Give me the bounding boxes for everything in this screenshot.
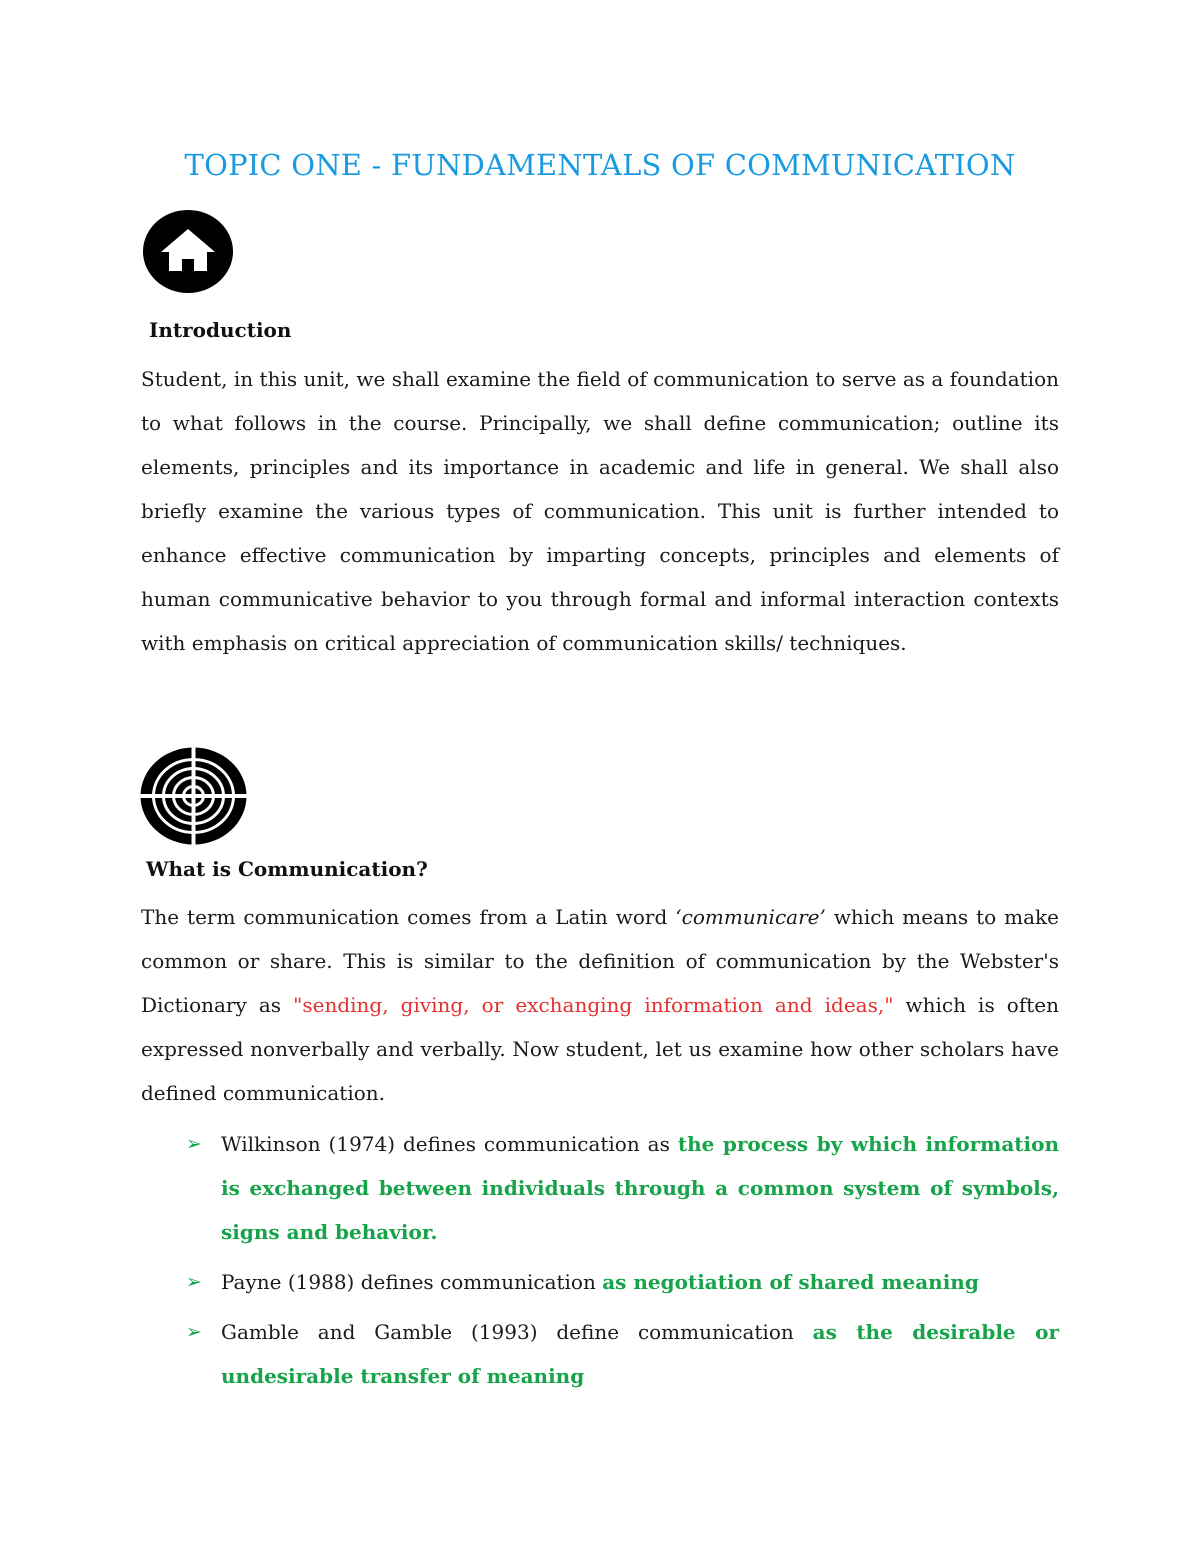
arrow-bullet-icon: ➢ <box>186 1271 202 1293</box>
definition-text-2: which means to make common or share. This is similar to the definition of communication by the Webster's Dictionary as <box>141 905 1059 1017</box>
target-icon <box>140 747 247 845</box>
definition-text-1: The term communication comes from a Latin word <box>141 905 676 929</box>
definition-text-3: which is often expressed nonverbally and verbally. Now student, let us examine how other scholars have defined communication. <box>141 993 1059 1105</box>
list-item <box>186 1122 1059 1254</box>
page-title: TOPIC ONE - FUNDAMENTALS OF COMMUNICATION <box>184 148 1016 182</box>
list-item-lead: Payne (1988) defines communication <box>221 1270 603 1294</box>
latin-term: ‘communicare’ <box>675 905 826 929</box>
home-icon <box>142 209 234 294</box>
definitions-list <box>186 1122 1059 1398</box>
list-item-highlight: the process by which information is exchanged between individuals through a common system of symbols, signs and behavior. <box>221 1132 1059 1244</box>
list-item-highlight: as the desirable or undesirable transfer of meaning <box>221 1320 1060 1388</box>
intro-heading: Introduction <box>149 318 292 342</box>
intro-paragraph: Student, in this unit, we shall examine the field of communication to serve as a foundation to what follows in the course. Principally, we shall define communication; outline its elements, principles and its importance in academic and life in general. We shall also briefly examine the various types of communication. This unit is further intended to enhance effective communication by imparting concepts, principles and elements of human communicative behavior to you through formal and informal interaction contexts with emphasis on critical appreciation of communication skills/ techniques. <box>141 367 1059 655</box>
list-item <box>186 1310 1059 1398</box>
list-item-lead: Gamble and Gamble (1993) define communication <box>221 1320 813 1344</box>
arrow-bullet-icon: ➢ <box>186 1133 202 1155</box>
definition-paragraph <box>141 895 1059 1115</box>
list-item <box>186 1260 1059 1304</box>
arrow-bullet-icon: ➢ <box>186 1321 202 1343</box>
webster-quote: "sending, giving, or exchanging information and ideas," <box>293 993 894 1017</box>
list-item-highlight: as negotiation of shared meaning <box>602 1270 979 1294</box>
definition-heading: What is Communication? <box>146 857 428 881</box>
list-item-lead: Wilkinson (1974) defines communication as <box>221 1132 678 1156</box>
